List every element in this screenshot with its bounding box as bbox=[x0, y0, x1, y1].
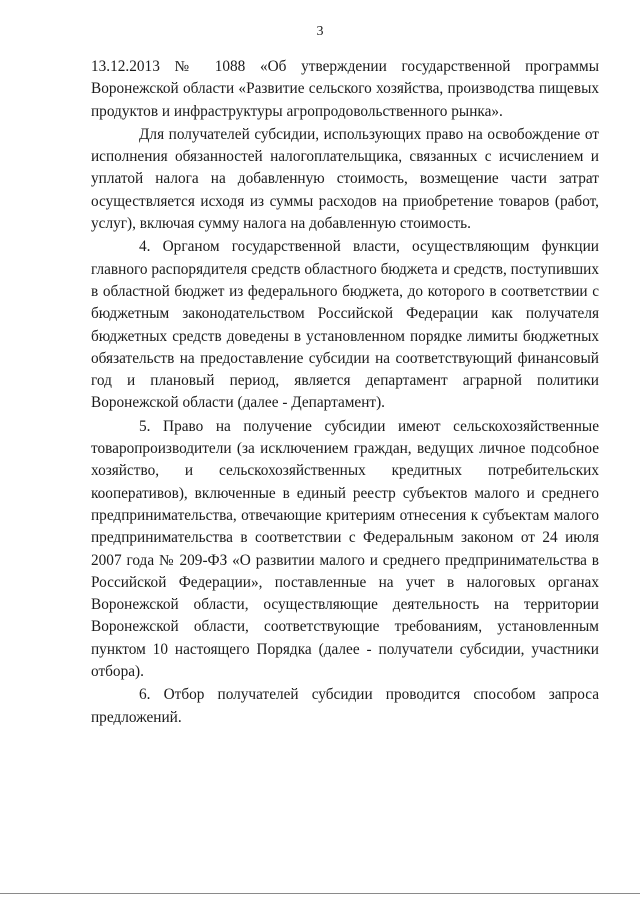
bottom-divider bbox=[0, 893, 640, 894]
document-body bbox=[91, 56, 599, 729]
paragraph-item-6: 6. Отбор получателей субсидии проводится способом запроса предложений. bbox=[91, 686, 599, 726]
page-number: 3 bbox=[316, 24, 324, 39]
paragraph-vat-exemption: Для получателей субсидии, использующих право на освобождение от исполнения обязанностей налогоплательщика, связанных с исчислением и уплатой налога на добавленную стоимость, возмещение части затрат осуществляется исходя из суммы расходов на приобретение товаров (работ, услуг), включая сумму налога на добавленную стоимость. bbox=[91, 125, 599, 233]
paragraph-item-4: 4. Органом государственной власти, осуществляющим функции главного распорядителя средств областного бюджета и средств, поступивших в областной бюджет из федерального бюджета, до которого в соответствии с бюджетным законодательством Российской Федерации как получателя бюджетных средств доведены в установленном порядке лимиты бюджетных обязательств на предоставление субсидии на соответствующий финансовый год и плановый период, является департамент аграрной политики Воронежской области (далее - Департамент). bbox=[91, 238, 599, 412]
paragraph-item-5: 5. Право на получение субсидии имеют сельскохозяйственные товаропроизводители (за исключением граждан, ведущих личное подсобное хозяйство, и сельскохозяйственных кредитных потребительских кооперативов), включенные в единый реестр субъектов малого и среднего предпринимательства, отвечающие критериям отнесения к субъектам малого предпринимательства в соответствии с Федеральным законом от 24 июля 2007 года № 209-ФЗ «О развитии малого и среднего предпринимательства в Российской Федерации», поставленные на учет в налоговых органах Воронежской области, осуществляющие деятельность на территории Воронежской области, соответствующие требованиям, установленным пунктом 10 настоящего Порядка (далее - получатели субсидии, участники отбора). bbox=[91, 417, 599, 681]
paragraph-intro: 13.12.2013 № 1088 «Об утверждении государственной программы Воронежской области «Развитие сельского хозяйства, производства пищевых продуктов и инфраструктуры агропродовольственного рынка». bbox=[91, 58, 599, 120]
